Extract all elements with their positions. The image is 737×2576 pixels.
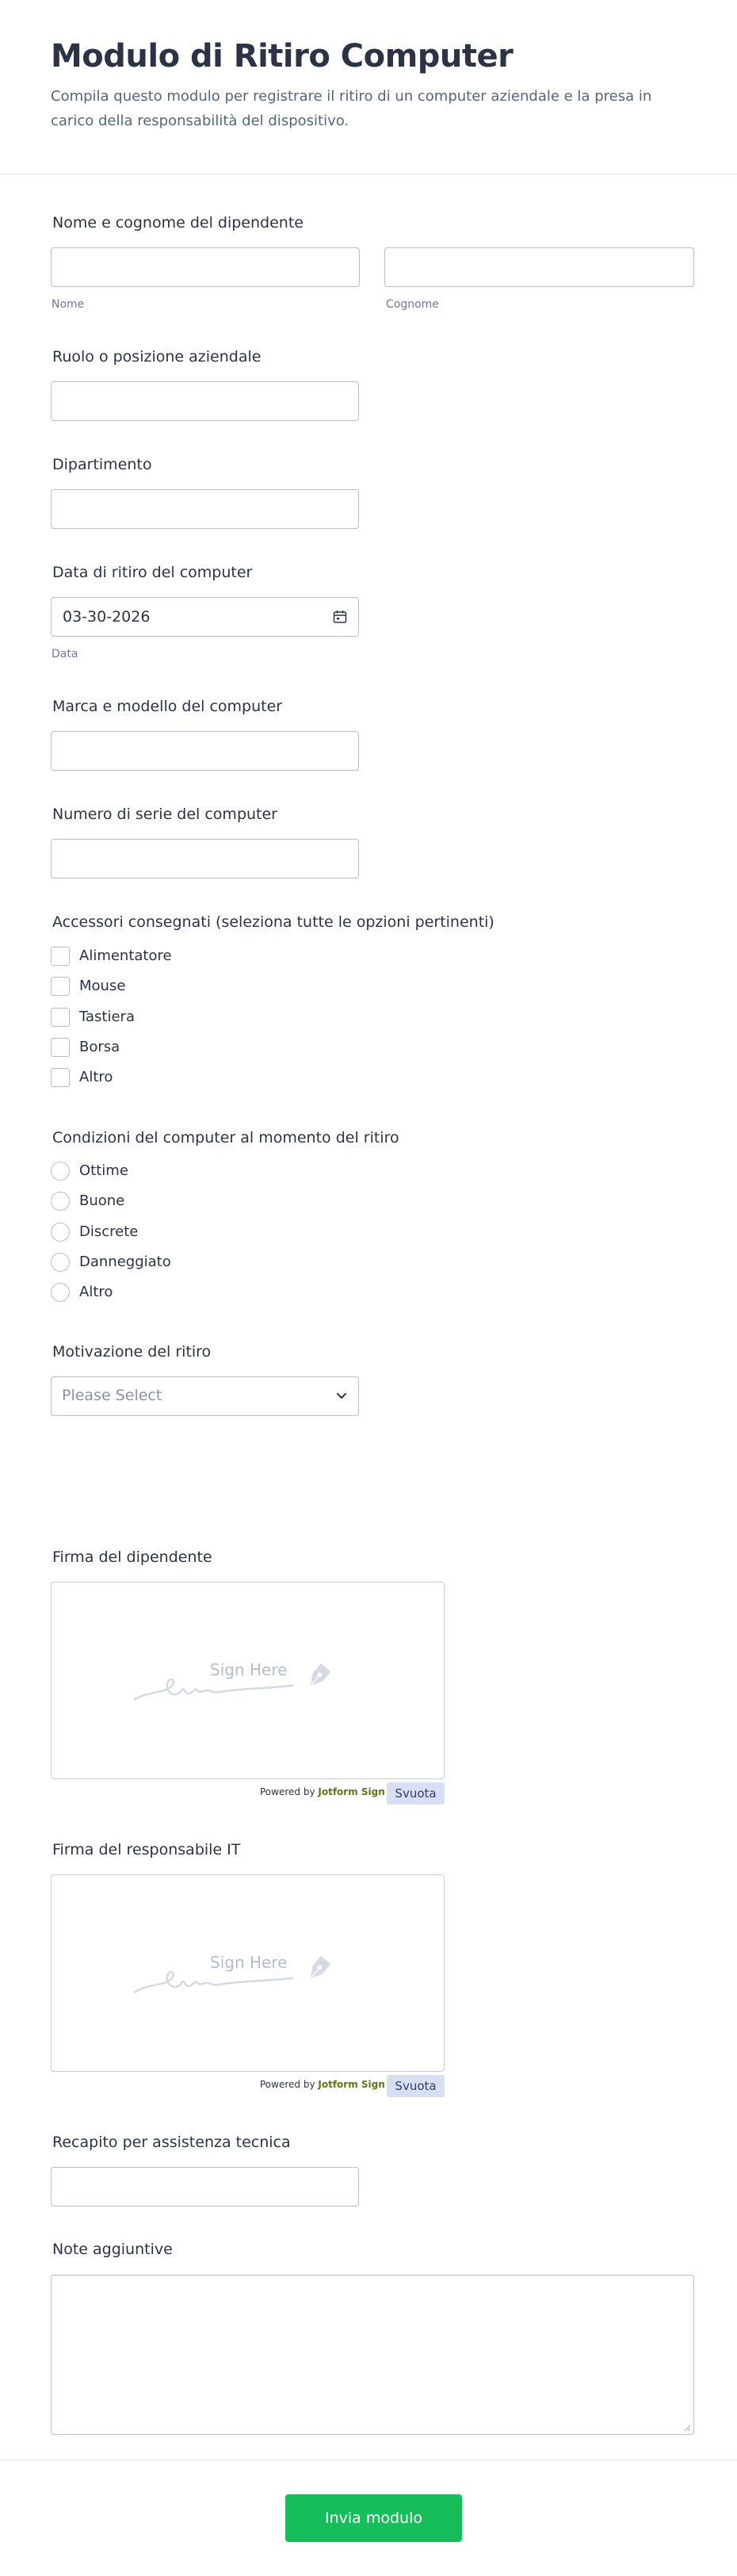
department-input[interactable] [51, 489, 359, 529]
support-contact-input[interactable] [51, 2167, 359, 2207]
signature-scribble-icon [134, 1951, 356, 2002]
condition-option-label[interactable]: Buone [79, 1192, 125, 1209]
date-sublabel: Data [52, 648, 78, 660]
pen-nib-icon [306, 1956, 331, 1982]
condition-radio-danneggiato[interactable] [51, 1253, 70, 1272]
brand-model-input[interactable] [51, 731, 359, 771]
accessory-checkbox-mouse[interactable] [51, 977, 70, 996]
condition-option-label[interactable]: Altro [79, 1284, 113, 1300]
employee-signature-pad[interactable] [51, 1582, 445, 1779]
it-signature-label: Firma del responsabile IT [52, 1841, 241, 1858]
serial-number-input[interactable] [51, 839, 359, 878]
condition-option-label[interactable]: Danneggiato [79, 1254, 171, 1270]
last-name-input[interactable] [384, 247, 694, 287]
first-name-sublabel: Nome [52, 298, 85, 311]
accessory-option-label[interactable]: Tastiera [79, 1009, 135, 1025]
reason-label: Motivazione del ritiro [52, 1343, 212, 1361]
condition-option-label[interactable]: Discrete [79, 1223, 139, 1240]
pen-nib-icon [306, 1663, 331, 1690]
accessory-checkbox-borsa[interactable] [51, 1038, 70, 1057]
powered-by-jotform-sign: Powered by Jotform Sign [260, 2079, 385, 2090]
signature-scribble-icon [134, 1659, 356, 1709]
footer-divider [0, 2459, 737, 2460]
reason-select[interactable] [51, 1376, 359, 1416]
accessory-option-label[interactable]: Altro [79, 1069, 113, 1085]
employee-name-label: Nome e cognome del dipendente [52, 214, 304, 232]
employee-signature-label: Firma del dipendente [52, 1548, 212, 1566]
pickup-date-input[interactable] [51, 597, 359, 637]
it-signature-clear-button[interactable]: Svuota [387, 2075, 445, 2097]
sign-here-hint: Sign Here [210, 1953, 288, 1972]
it-signature-pad[interactable] [51, 1874, 445, 2072]
accessory-checkbox-altro[interactable] [51, 1068, 70, 1087]
pickup-date-value: 03-30-2026 [63, 608, 151, 626]
role-label: Ruolo o posizione aziendale [52, 348, 262, 366]
accessory-checkbox-alimentatore[interactable] [51, 947, 70, 966]
sign-here-hint: Sign Here [210, 1660, 288, 1679]
employee-signature-clear-button[interactable]: Svuota [387, 1782, 445, 1805]
calendar-icon[interactable] [333, 610, 347, 624]
submit-button[interactable]: Invia modulo [285, 2494, 462, 2542]
accessory-option-label[interactable]: Borsa [79, 1039, 120, 1055]
support-contact-label: Recapito per assistenza tecnica [52, 2134, 291, 2151]
condition-label: Condizioni del computer al momento del ritiro [52, 1129, 399, 1146]
notes-label: Note aggiuntive [52, 2241, 173, 2258]
pickup-date-label: Data di ritiro del computer [52, 564, 253, 581]
accessory-option-label[interactable]: Alimentatore [79, 947, 172, 964]
serial-number-label: Numero di serie del computer [52, 806, 277, 823]
reason-select-placeholder: Please Select [62, 1387, 162, 1404]
accessory-option-label[interactable]: Mouse [79, 978, 126, 994]
page-title: Modulo di Ritiro Computer [51, 38, 514, 75]
accessories-label: Accessori consegnati (seleziona tutte le opzioni pertinenti) [52, 913, 495, 931]
condition-option-label[interactable]: Ottime [79, 1162, 128, 1179]
notes-textarea[interactable] [51, 2275, 694, 2435]
chevron-down-icon [336, 1392, 347, 1400]
first-name-input[interactable] [51, 247, 360, 287]
department-label: Dipartimento [52, 456, 152, 473]
page-subtitle: Compila questo modulo per registrare il ritiro di un computer aziendale e la presa in carico della responsabilità del dispositivo. [51, 88, 652, 129]
condition-radio-altro[interactable] [51, 1283, 70, 1302]
role-input[interactable] [51, 381, 359, 421]
condition-radio-ottime[interactable] [51, 1162, 70, 1181]
accessory-checkbox-tastiera[interactable] [51, 1008, 70, 1027]
condition-radio-discrete[interactable] [51, 1223, 70, 1242]
condition-radio-buone[interactable] [51, 1192, 70, 1211]
last-name-sublabel: Cognome [386, 298, 439, 311]
powered-by-jotform-sign: Powered by Jotform Sign [260, 1786, 385, 1797]
resize-handle-icon[interactable] [683, 2424, 691, 2432]
brand-model-label: Marca e modello del computer [52, 698, 283, 715]
